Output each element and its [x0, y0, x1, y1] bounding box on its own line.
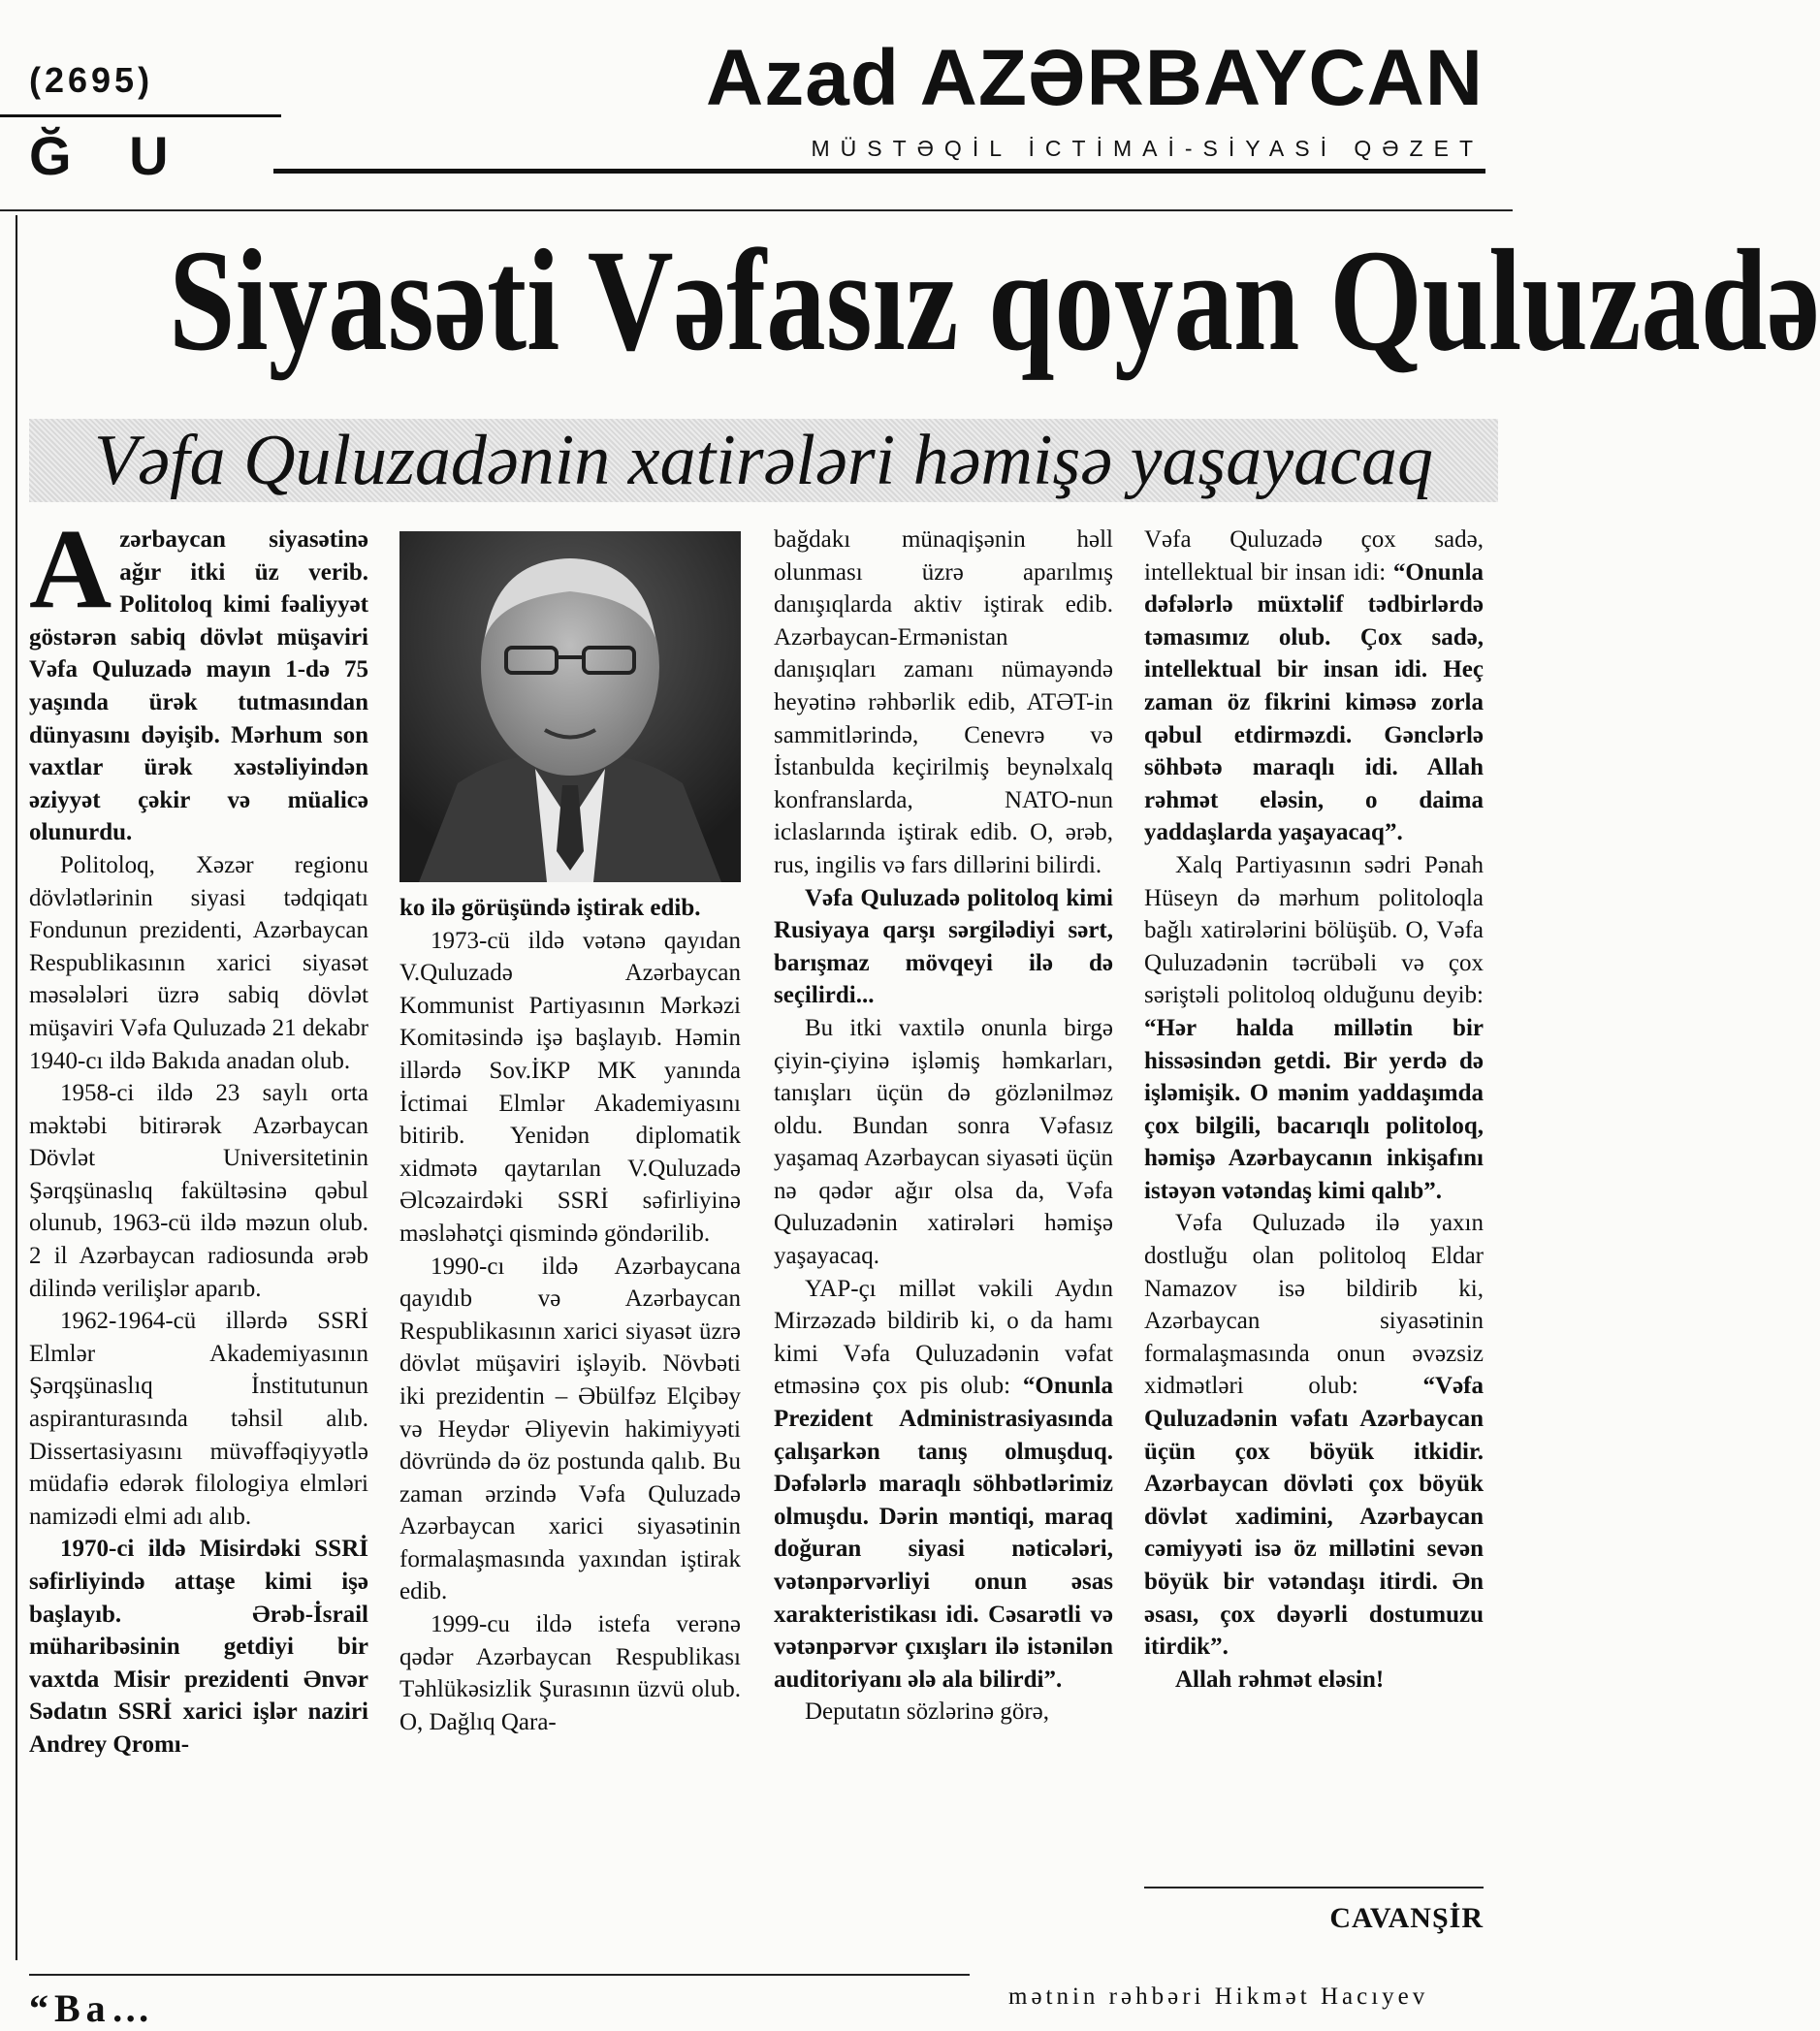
newspaper-tagline: MÜSTƏQİL İCTİMAİ-SİYASİ QƏZET	[811, 136, 1484, 161]
paragraph: Xalq Partiyasının sədri Pənah Hüseyn də mərhum politoloqla bağlı xatirələrini bölüşüb. O, Vəfa Quluzadənin təcrübəli və çox səriştəli politoloq olduğunu deyib: “Hər halda millətin bir hissəsindən getdi. Bir yerdə də işləmişik. O mənim yaddaşımda çox bilgili, bacarıqlı politoloq, həmişə Azərbaycanın inkişafını istəyən vətəndaş kimi qalıb”.	[1144, 851, 1484, 1204]
paragraph: Vəfa Quluzadə çox sadə, intellektual bir insan idi: “Onunla dəfələrlə müxtəlif tədbirlərdə təmasımız olub. Çox sadə, intellektual bir insan idi. Heç zaman öz fikrini kiməsə zorla qəbul etdirməzdi. Gənclərlə söhbətə maraqlı idi. Allah rəhmət eləsin, o daima yaddaşlarda yaşayacaq”.	[1144, 526, 1485, 846]
article-column-1	[29, 505, 368, 1761]
masthead-left-rule	[0, 114, 281, 117]
author-signature: CAVANŞİR	[1329, 1902, 1484, 1934]
paragraph: bağdakı münaqişənin həll olunması üzrə aparılmış danışıqlarda aktiv iştirak edib. Azərbaycan-Ermənistan danışıqları zamanı nümayəndə heyətinə rəhbərlik edib, ATƏT-in sammitlərində, Cenevrə və İstanbulda keçirilmiş beynəlxalq konfranslarda, NATO-nun iclaslarında iştirak edib. O, ərəb, rus, ingilis və fars dillərini bilirdi.	[774, 526, 1113, 878]
paragraph: Politoloq, Xəzər regionu dövlətlərinin siyasi tədqiqatı Fondunun prezidenti, Azərbaycan Respublikasının xarici siyasət məsələləri üzrə sabiq dövlət müşaviri Vəfa Quluzadə 21 dekabr 1940-cı ildə Bakıda anadan olub.	[29, 851, 368, 1074]
paragraph: 1999-cu ildə istefa verənə qədər Azərbaycan Respublikası Təhlükəsizlik Şurasının üzvü olub. O, Dağlıq Qara-	[399, 1611, 741, 1735]
paragraph: YAP-çı millət vəkili Aydın Mirzəzadə bildirib ki, o da hamı kimi Vəfa Quluzadənin vəfat etməsinə çox pis olub: “Onunla Prezident Administrasiyasında çalışarkən tanış olmuşduq. Dəfələrlə maraqlı söhbətlərimiz olmuşdu. Dərin məntiqi, maraq doğuran siyasi nəticələri, vətənpərvərliyi onun əsas xarakteristikası idi. Cəsarətli və vətənpərvər çıxışları ilə istənilən auditoriyanı ələ ala bilirdi”.	[774, 1275, 1113, 1693]
signature-rule	[1144, 1887, 1484, 1888]
paragraph: Allah rəhmət eləsin!	[1175, 1666, 1385, 1693]
newspaper-name: Azad AZƏRBAYCAN	[706, 34, 1484, 122]
paragraph: ko ilə görüşündə iştirak edib.	[399, 895, 701, 921]
paragraph: Vəfa Quluzadə ilə yaxın dostluğu olan politoloq Eldar Namazov isə bildirib ki, Azərbaycan siyasətinin formalaşmasında onun əvəzsiz xidmətləri olub: “Vəfa Quluzadənin vəfatı Azərbaycan üçün çox böyük itkidir. Azərbaycan dövləti çox böyük dövlət xadimini, Azərbaycan cəmiyyəti isə öz millətini sevən böyük bir vətəndaşı itirdi. Ən əsası, çox dəyərli dostumuzu itirdik”.	[1144, 1210, 1484, 1661]
masthead-divider	[0, 209, 1513, 211]
paragraph: Bu itki vaxtilə onunla birgə çiyin-çiyinə işləmiş həmkarları, tanışları üçün də gözlənilməz oldu. Bundan sonra Vəfasız yaşamaq Azərbaycan siyasəti üçün nə qədər ağır olsa da, Vəfa Quluzadənin xatirələri həmişə yaşayacaq.	[774, 1014, 1113, 1270]
paragraph: Deputatın sözlərinə görə,	[805, 1698, 1049, 1726]
issue-number: (2695)	[29, 60, 154, 100]
paragraph: 1962-1964-cü illərdə SSRİ Elmlər Akademiyasının Şərqşünaslıq İnstitutunun aspiranturasında təhsil alıb. Dissertasiyasını müvəffəqiyyətlə müdafiə edərək filologiya elmləri namizədi elmi adı alıb.	[29, 1308, 368, 1530]
portrait-photo	[399, 531, 741, 882]
article-column-2	[399, 892, 741, 1738]
article-headline: Siyasəti Vəfasız qoyan Quluzadə	[169, 220, 1820, 381]
article-subheadline-band	[29, 419, 1498, 502]
left-border	[16, 215, 17, 1960]
article-column-3	[774, 524, 1113, 1729]
weekday-label: Ğ U	[29, 125, 190, 186]
masthead-rule	[273, 169, 1485, 174]
paragraph: Vəfa Quluzadə politoloq kimi Rusiyaya qarşı sərgilədiyi sərt, barışmaz mövqeyi ilə də seçilirdi...	[774, 884, 1113, 1009]
paragraph: 1990-cı ildə Azərbaycana qayıdıb və Azərbaycan Respublikasının xarici siyasət üzrə dövlət müşaviri işləyib. Növbəti iki prezidentin – Əbülfəz Elçibəy və Heydər Əliyevin hakimiyyəti dövründə də öz postunda qalıb. Bu zaman ərzində Vəfa Quluzadə Azərbaycan xarici siyasətinin formalaşmasında yaxından iştirak edib.	[399, 1253, 741, 1605]
next-article-headline: “Ba…	[29, 1986, 156, 2030]
next-article-text: mətnin rəhbəri Hikmət Hacıyev	[1008, 1983, 1429, 2010]
paragraph: 1973-cü ildə vətənə qayıdan V.Quluzadə Azərbaycan Kommunist Partiyasının Mərkəzi Komitəsində işə başlayıb. Həmin illərdə Sov.İKP MK yanında İctimai Elmlər Akademiyasını bitirib. Yenidən diplomatik xidmətə qaytarılan V.Quluzadə Əlcəzairdəki SSRİ səfirliyinə məsləhətçi qismində göndərilib.	[399, 927, 741, 1247]
lead-paragraph: Azərbaycan siyasətinə ağır itki üz verib. Politoloq kimi fəaliyyət göstərən sabiq dövlət müşaviri Vəfa Quluzadə mayın 1-də 75 yaşında ürək tutmasından dünyasını dəyişib. Mərhum son vaxtlar ürək xəstəliyindən əziyyət çəkir və müalicə olunurdu.	[29, 505, 368, 846]
article-subheadline: Vəfa Quluzadənin xatirələri həmişə yaşayacaq	[94, 421, 1433, 500]
article-column-4	[1144, 524, 1484, 1696]
drop-cap: A	[29, 505, 112, 632]
paragraph: 1970-ci ildə Misirdəki SSRİ səfirliyində attaşe kimi işə başlayıb. Ərəb-İsrail müharibəsinin getdiyi bir vaxtda Misir prezidenti Ənvər Sədatın SSRİ xarici işlər naziri Andrey Qromı-	[29, 1536, 368, 1758]
paragraph: 1958-ci ildə 23 saylı orta məktəbi bitirərək Azərbaycan Dövlət Universitetinin Şərqşünaslıq fakültəsinə qəbul olunub, 1963-cü ildə məzun olub. 2 il Azərbaycan radiosunda ərəb dilində verilişlər aparıb.	[29, 1080, 368, 1302]
footer-rule	[29, 1974, 970, 1976]
portrait-illustration	[399, 531, 741, 882]
